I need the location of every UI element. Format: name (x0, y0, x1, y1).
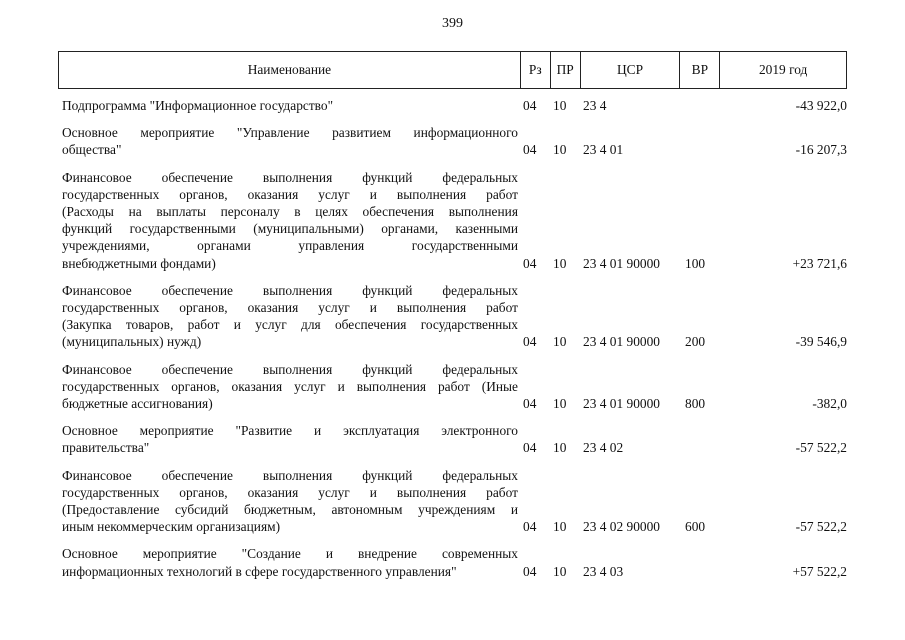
header-name: Наименование (59, 52, 521, 88)
row-pr: 10 (553, 563, 567, 579)
row-value: -382,0 (812, 396, 847, 412)
row-csr: 23 4 (583, 98, 607, 113)
table-row (62, 169, 852, 272)
row-name (62, 467, 518, 536)
row-rz: 04 (523, 440, 537, 456)
row-pr: 10 (553, 396, 567, 412)
row-name-line: функций государственными (муниципальными) органами, казенными (62, 221, 518, 237)
table-row (62, 361, 852, 413)
row-name-line: (Закупка товаров, работ и услуг для обеспечения государственных (62, 317, 518, 333)
row-name-line: государственных органов, оказания услуг и выполнения работ (62, 300, 518, 316)
row-name-line: иным некоммерческим организациям) (62, 519, 281, 535)
row-name (62, 169, 518, 272)
header-pr: ПР (551, 52, 581, 88)
row-csr: 23 4 02 90000 (583, 519, 660, 535)
row-value: -57 522,2 (795, 440, 847, 456)
row-name-line: Финансовое обеспечение выполнения функций федеральных (62, 169, 518, 185)
row-csr: 23 4 02 (583, 440, 624, 456)
table-row (62, 124, 852, 158)
row-name (62, 545, 518, 579)
row-name (62, 97, 518, 114)
header-csr: ЦСР (581, 52, 681, 88)
row-pr: 10 (553, 98, 567, 113)
row-csr: 23 4 01 90000 (583, 334, 660, 350)
row-rz: 04 (523, 396, 537, 412)
row-name (62, 282, 518, 351)
row-name (62, 361, 518, 413)
row-rz: 04 (523, 334, 537, 350)
header-rz: Рз (521, 52, 551, 88)
row-value: -39 546,9 (795, 334, 847, 350)
page-number: 399 (442, 16, 463, 31)
row-name-line: государственных органов, оказания услуг и выполнения работ (62, 186, 518, 202)
row-name-line: Финансовое обеспечение выполнения функций федеральных (62, 361, 518, 377)
row-pr: 10 (553, 440, 567, 456)
row-name (62, 124, 518, 158)
row-vr: 600 (685, 519, 706, 535)
row-vr: 800 (685, 396, 706, 412)
row-value: -43 922,0 (795, 98, 847, 113)
row-name-line: (Расходы на выплаты персоналу в целях обеспечения выполнения (62, 204, 518, 220)
row-name-line: внебюджетными фондами) (62, 255, 216, 271)
row-value: +57 522,2 (792, 563, 847, 579)
header-vr: ВР (680, 52, 720, 88)
row-csr: 23 4 01 (583, 142, 624, 158)
row-name-line: правительства" (62, 440, 150, 456)
row-vr: 200 (685, 334, 706, 350)
row-value: -16 207,3 (795, 142, 847, 158)
row-name-line: учреждениями, органами управления государственными (62, 238, 518, 254)
table-row (62, 97, 852, 114)
row-name-line: общества" (62, 142, 122, 158)
row-rz: 04 (523, 98, 537, 113)
row-rz: 04 (523, 563, 537, 579)
table-row (62, 282, 852, 351)
row-name-line: Финансовое обеспечение выполнения функций федеральных (62, 282, 518, 298)
row-rz: 04 (523, 519, 537, 535)
table-header (58, 51, 847, 89)
table-row (62, 545, 852, 579)
row-pr: 10 (553, 334, 567, 350)
row-name-line: Подпрограмма "Информационное государство" (62, 98, 334, 113)
row-name-line: Основное мероприятие "Развитие и эксплуатация электронного (62, 423, 518, 439)
row-name-line: (Предоставление субсидий бюджетным, автономным учреждениям и (62, 502, 518, 518)
table-body (62, 97, 852, 590)
row-csr: 23 4 03 (583, 563, 624, 579)
row-value: +23 721,6 (792, 255, 847, 271)
row-name-line: Финансовое обеспечение выполнения функций федеральных (62, 467, 518, 483)
row-name-line: Основное мероприятие "Создание и внедрение современных (62, 546, 518, 562)
row-csr: 23 4 01 90000 (583, 396, 660, 412)
table-row (62, 467, 852, 536)
row-name-line: Основное мероприятие "Управление развитием информационного (62, 125, 518, 141)
table-row (62, 422, 852, 456)
row-value: -57 522,2 (795, 519, 847, 535)
row-name-line: информационных технологий в сфере государственного управления" (62, 563, 457, 579)
row-pr: 10 (553, 255, 567, 271)
row-rz: 04 (523, 255, 537, 271)
row-name (62, 422, 518, 456)
row-vr: 100 (685, 255, 706, 271)
row-pr: 10 (553, 142, 567, 158)
row-name-line: бюджетные ассигнования) (62, 396, 213, 412)
row-pr: 10 (553, 519, 567, 535)
header-year: 2019 год (758, 62, 808, 77)
row-name-line: государственных органов, оказания услуг и выполнения работ (62, 484, 518, 500)
row-name-line: государственных органов, оказания услуг и выполнения работ (Иные (62, 378, 518, 394)
row-csr: 23 4 01 90000 (583, 255, 660, 271)
row-name-line: (муниципальных) нужд) (62, 334, 202, 350)
row-rz: 04 (523, 142, 537, 158)
